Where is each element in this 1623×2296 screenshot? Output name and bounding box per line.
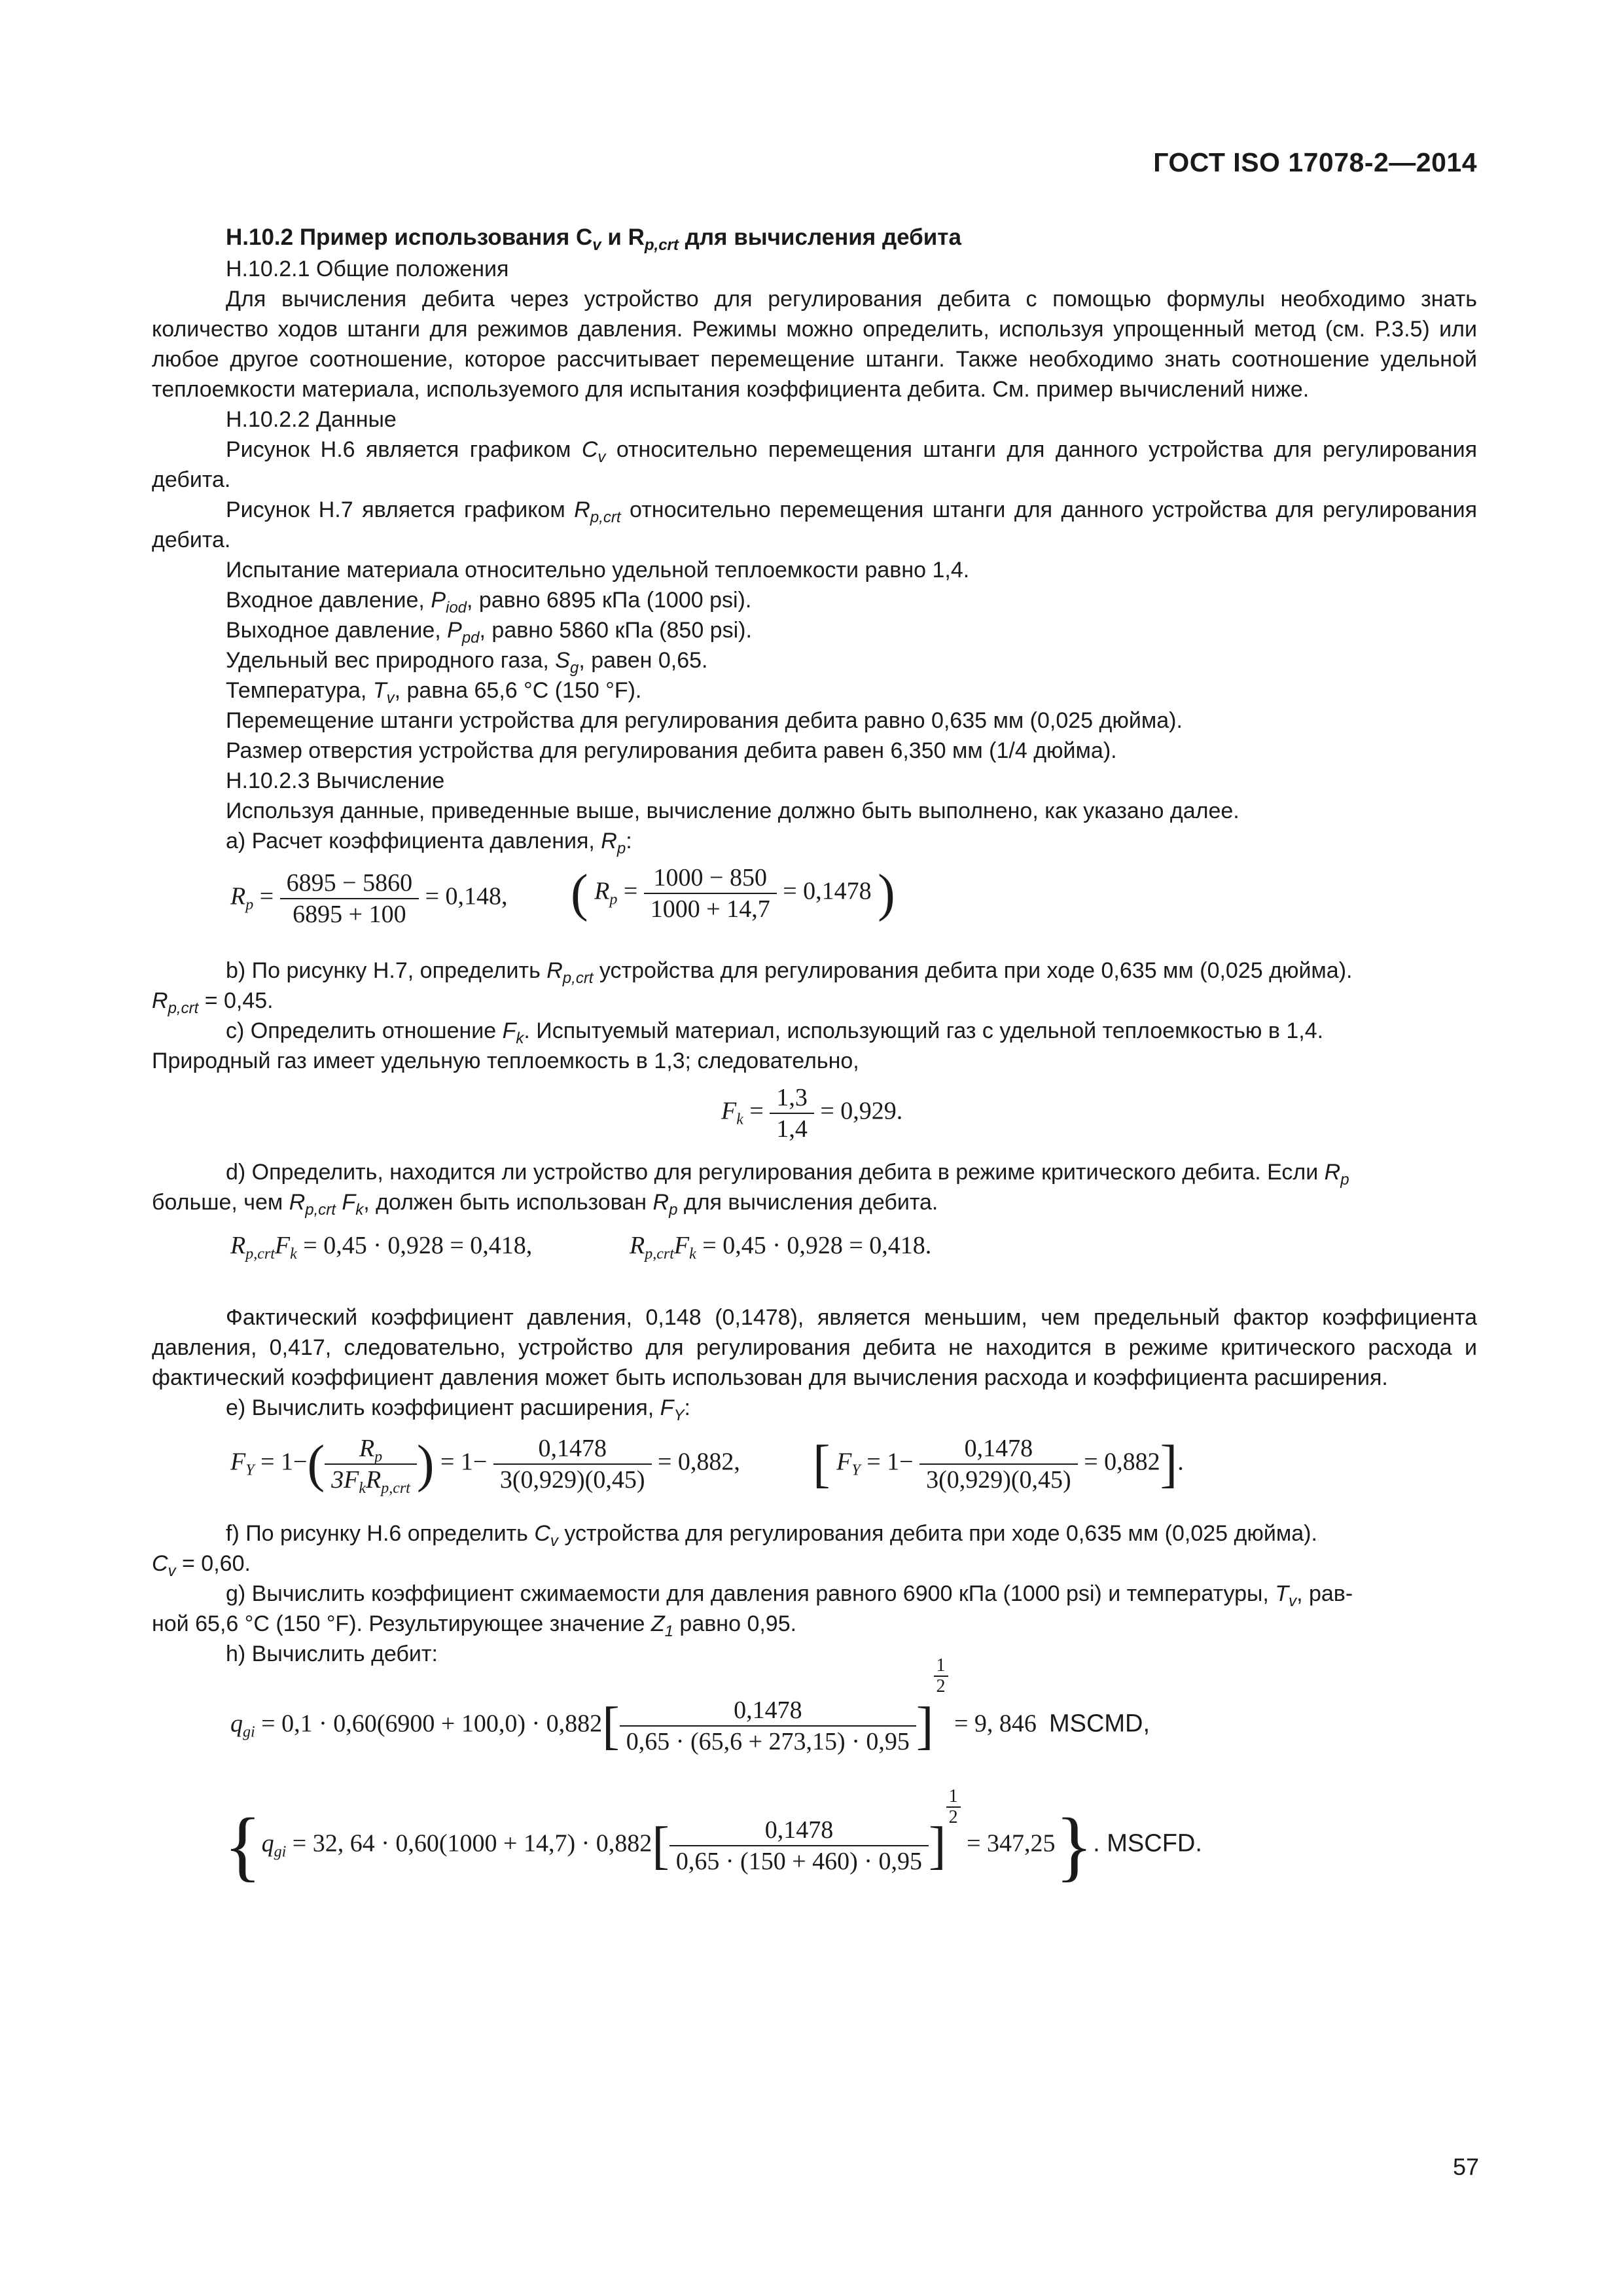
paragraph: $C_v = 0,60$.: [152, 1551, 251, 1580]
section-title: Н.10.2 Пример использования $C_v$ и $R_{p,crt}$ для вычисления дебита: [226, 224, 961, 254]
formula-flow-metric: $q_{gi} = 0,1 \cdot 0,60(6900 + 100,0) \cdot 0,882$[ $\frac{0,1478}{0,65 \cdot (65,6 + 273,15) \cdot 0,95}$ ] $\frac{1}{2}$ = 9, 846 MSCMD,: [230, 1655, 1150, 1755]
subsection-heading: Н.10.2.3 Вычисление: [226, 768, 445, 793]
formula-pressure-ratio: $R_p$ = $\frac{6895 - 5860}{6895 + 100}$ = 0,148, ( $R_p$ = $\frac{1000 - 850}{1000 + 14,7}$ = 0,1478 ): [230, 864, 895, 928]
page-number: 57: [1452, 2153, 1479, 2180]
paragraph: Перемещение штанги устройства для регулирования дебита равно 0,635 мм (0,025 дюйма).: [226, 708, 1183, 733]
paragraph: $R_{p,crt} = 0,45$.: [152, 988, 274, 1017]
formula-flow-imperial: {$q_{gi} = 32$, 64 · 0,60(1000 + 14,7) · 0,882[ $\frac{0,1478}{0,65 \cdot (150 + 460) \cdot 0,95}$ ] $\frac{1}{2}$ = 347,25}. MSCFD.: [224, 1786, 1202, 1889]
paragraph: Рисунок Н.7 является графиком $R_{p,crt}$ относительно перемещения штанги для данного устройства для регулирования дебита.: [152, 497, 1477, 552]
list-item-b: b) По рисунку Н.7, определить $R_{p,crt}$ устройства для регулирования дебита при ходе 0,635 мм (0,025 дюйма).: [226, 958, 1353, 987]
list-item-a: а) Расчет коэффициента давления, $R_p$:: [226, 829, 632, 857]
paragraph: Фактический коэффициент давления, 0,148 (0,1478), является меньшим, чем предельный фактор коэффициента давления, 0,417, следовательно, устройство для регулирования дебита не находится в режиме критического расхода и фактический коэффициент давления может быть использован для вычисления расхода и коэффициента расширения.: [152, 1305, 1477, 1390]
paragraph: Выходное давление, $P_{pd}$, равно 5860 кПа (850 psi).: [226, 618, 752, 647]
paragraph: Входное давление, $P_{iod}$, равно 6895 кПа (1000 psi).: [226, 588, 752, 617]
list-item-c: c) Определить отношение $F_k$. Испытуемый материал, использующий газ с удельной теплоемкостью в 1,4.: [226, 1018, 1324, 1047]
paragraph: Для вычисления дебита через устройство для регулирования дебита с помощью формулы необходимо знать количество ходов штанги для режимов давления. Режимы можно определить, используя упрощенный метод (см. Р.3.5) или любое другое соотношение, которое рассчитывает перемещение штанги. Также необходимо знать соотношение удельной теплоемкости материала, используемого для испытания коэффициента дебита. См. пример вычислений ниже.: [152, 287, 1477, 402]
paragraph: ной 65,6 °C (150 °F). Результирующее значение $Z_1$ равно 0,95.: [152, 1611, 797, 1640]
list-item-g: g) Вычислить коэффициент сжимаемости для давления равного 6900 кПа (1000 psi) и температуры, $T_v$, рав-: [226, 1581, 1353, 1610]
subsection-heading: Н.10.2.2 Данные: [226, 407, 397, 432]
list-item-f: f) По рисунку Н.6 определить $C_v$ устройства для регулирования дебита при ходе 0,635 мм (0,025 дюйма).: [226, 1521, 1317, 1550]
paragraph: Удельный вес природного газа, $S_g$, равен 0,65.: [226, 648, 708, 677]
formula-expansion: $F_Y = 1-$( $\frac{R_p}{3F_kR_{p,crt}}$ ) = 1− $\frac{0,1478}{3(0,929)(0,45)}$ = 0,882, [ $F_Y = 1-$ $\frac{0,1478}{3(0,929)(0,45)}$ = 0,882].: [230, 1435, 1184, 1497]
paragraph: Используя данные, приведенные выше, вычисление должно быть выполнено, как указано далее.: [226, 798, 1240, 823]
paragraph: Размер отверстия устройства для регулирования дебита равен 6,350 мм (1/4 дюйма).: [226, 738, 1117, 763]
paragraph: Природный газ имеет удельную теплоемкость в 1,3; следовательно,: [152, 1049, 859, 1073]
formula-fk: $F_k$ = $\frac{1,3}{1,4}$ = 0,929.: [721, 1084, 903, 1143]
list-item-h: h) Вычислить дебит:: [226, 1641, 438, 1666]
formula-critical-ratio: $R_{p,crt}F_k = 0,45 \cdot 0,928 = 0,418$, $R_{p,crt}F_k = 0,45 \cdot 0,928 = 0,418$.: [230, 1232, 932, 1263]
list-item-d: d) Определить, находится ли устройство для регулирования дебита в режиме критического дебита. Если $R_p$: [226, 1160, 1349, 1189]
paragraph: больше, чем $R_{p,crt}$ $F_k$, должен быть использован $R_p$ для вычисления дебита.: [152, 1190, 938, 1219]
standard-header: ГОСТ ISO 17078-2—2014: [1153, 147, 1477, 177]
paragraph: Рисунок Н.6 является графиком $C_v$ относительно перемещения штанги для данного устройства для регулирования дебита.: [152, 437, 1477, 492]
document-body: [152, 223, 1477, 1924]
paragraph: Температура, $T_v$, равна 65,6 °C (150 °F).: [226, 678, 642, 707]
subsection-heading: Н.10.2.1 Общие положения: [226, 257, 509, 281]
paragraph: Испытание материала относительно удельной теплоемкости равно 1,4.: [226, 558, 970, 583]
list-item-e: е) Вычислить коэффициент расширения, $F_Y$:: [226, 1395, 690, 1424]
